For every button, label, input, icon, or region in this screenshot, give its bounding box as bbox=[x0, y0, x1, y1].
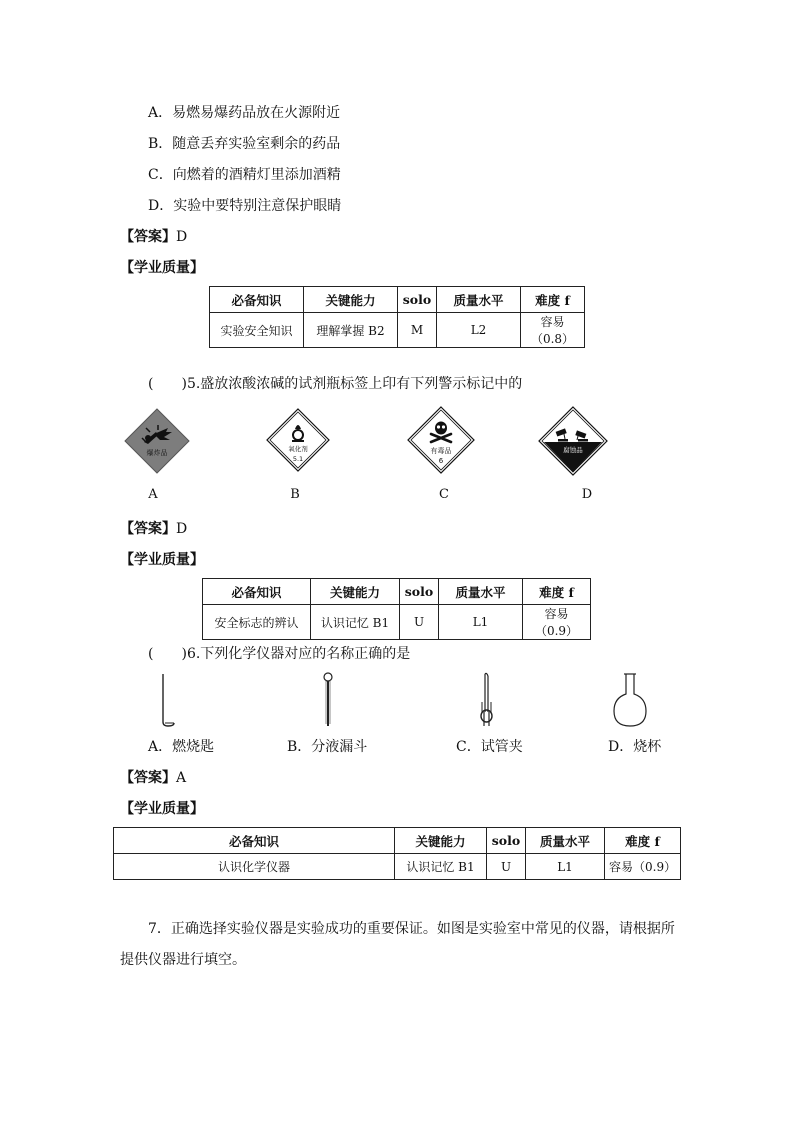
table-cell: 实验安全知识 bbox=[210, 313, 304, 348]
table-row bbox=[114, 854, 681, 880]
sign-label-b: 氧化剂 bbox=[288, 445, 308, 453]
instrument-label-c: C．试管夹 bbox=[456, 739, 523, 755]
table-header-row bbox=[114, 828, 681, 854]
q5-question bbox=[148, 373, 522, 393]
sign-letter-d: D bbox=[581, 487, 593, 502]
corrosive-icon bbox=[538, 406, 608, 476]
table-cell: 容易（0.9） bbox=[523, 605, 591, 640]
q4-option-c: C．向燃着的酒精灯里添加酒精 bbox=[148, 167, 341, 183]
q7-text-line2: 提供仪器进行填空。 bbox=[120, 952, 246, 968]
q6-quality-table bbox=[113, 827, 681, 880]
q6-answer bbox=[120, 767, 186, 787]
table-cell: L2 bbox=[437, 313, 521, 348]
q4-option-a: A．易燃易爆药品放在火源附近 bbox=[148, 105, 341, 121]
answer-value: D bbox=[176, 521, 188, 537]
answer-paren-open: ( bbox=[148, 376, 154, 392]
sign-number-b: 5.1 bbox=[292, 455, 304, 463]
table-cell: 认识化学仪器 bbox=[114, 854, 395, 880]
table-header: 关键能力 bbox=[395, 828, 487, 854]
table-row bbox=[210, 313, 585, 348]
table-header: 质量水平 bbox=[526, 828, 605, 854]
table-header-row bbox=[210, 287, 585, 313]
oxidizer-icon bbox=[266, 408, 330, 472]
sign-letter-b: B bbox=[290, 487, 300, 502]
table-header: 必备知识 bbox=[203, 579, 311, 605]
q4-option-b: B．随意丢弃实验室剩余的药品 bbox=[148, 136, 341, 152]
q5-answer bbox=[120, 518, 187, 538]
round-flask-icon bbox=[611, 672, 649, 728]
table-cell: 认识记忆 B1 bbox=[311, 605, 400, 640]
instrument-label-d: D．烧杯 bbox=[608, 739, 662, 755]
q4-quality-label: 【学业质量】 bbox=[120, 260, 204, 276]
instrument-label-a: A．燃烧匙 bbox=[148, 739, 215, 755]
answer-label: 【答案】 bbox=[120, 229, 176, 245]
table-cell: 容易（0.9） bbox=[605, 854, 681, 880]
answer-value: D bbox=[176, 229, 188, 245]
sign-label-c: 有毒品 bbox=[430, 447, 452, 455]
explosive-icon bbox=[124, 408, 190, 474]
sign-letter-c: C bbox=[439, 487, 449, 502]
table-header: 难度 f bbox=[521, 287, 585, 313]
sign-label-d: 腐蚀品 bbox=[563, 446, 583, 454]
sign-letter-a: A bbox=[148, 487, 158, 502]
question-text: 6.下列化学仪器对应的名称正确的是 bbox=[186, 646, 411, 662]
table-header: 关键能力 bbox=[304, 287, 398, 313]
answer-label: 【答案】 bbox=[120, 521, 176, 537]
table-cell: L1 bbox=[526, 854, 605, 880]
table-header: 关键能力 bbox=[311, 579, 400, 605]
table-header: 质量水平 bbox=[439, 579, 523, 605]
table-cell: 认识记忆 B1 bbox=[395, 854, 487, 880]
q6-quality-label: 【学业质量】 bbox=[120, 801, 204, 817]
table-cell: L1 bbox=[439, 605, 523, 640]
toxic-icon bbox=[407, 406, 475, 474]
table-header: solo bbox=[400, 579, 439, 605]
table-cell: 容易（0.8） bbox=[521, 313, 585, 348]
answer-value: A bbox=[176, 770, 187, 786]
answer-label: 【答案】 bbox=[120, 770, 176, 786]
table-header: 必备知识 bbox=[210, 287, 304, 313]
q5-quality-table bbox=[202, 578, 591, 640]
question-text: 5.盛放浓酸浓碱的试剂瓶标签上印有下列警示标记中的 bbox=[186, 376, 523, 392]
table-cell: 安全标志的辨认 bbox=[203, 605, 311, 640]
sign-number-c: 6 bbox=[438, 457, 444, 465]
table-header: solo bbox=[487, 828, 526, 854]
table-header: 质量水平 bbox=[437, 287, 521, 313]
table-cell: U bbox=[400, 605, 439, 640]
table-header-row bbox=[203, 579, 591, 605]
q7-text-line1: 7．正确选择实验仪器是实验成功的重要保证。如图是实验室中常见的仪器，请根据所 bbox=[148, 921, 675, 937]
table-cell: 理解掌握 B2 bbox=[304, 313, 398, 348]
table-cell: M bbox=[398, 313, 437, 348]
table-header: 必备知识 bbox=[114, 828, 395, 854]
sign-label-a: 爆炸品 bbox=[146, 449, 168, 457]
answer-paren-close: ) bbox=[181, 646, 187, 662]
q4-quality-table bbox=[209, 286, 585, 348]
clamp-icon bbox=[474, 672, 498, 728]
answer-paren-close: ) bbox=[181, 376, 187, 392]
table-header: 难度 f bbox=[605, 828, 681, 854]
instrument-label-b: B．分液漏斗 bbox=[287, 739, 368, 755]
glass-rod-icon bbox=[318, 672, 338, 728]
q4-option-d: D．实验中要特别注意保护眼睛 bbox=[148, 198, 342, 214]
combustion-spoon-icon bbox=[156, 672, 180, 730]
table-row bbox=[203, 605, 591, 640]
table-cell: U bbox=[487, 854, 526, 880]
answer-paren-open: ( bbox=[148, 646, 154, 662]
table-header: 难度 f bbox=[523, 579, 591, 605]
q4-answer bbox=[120, 226, 187, 246]
q5-quality-label: 【学业质量】 bbox=[120, 552, 204, 568]
q6-question bbox=[148, 643, 410, 663]
table-header: solo bbox=[398, 287, 437, 313]
